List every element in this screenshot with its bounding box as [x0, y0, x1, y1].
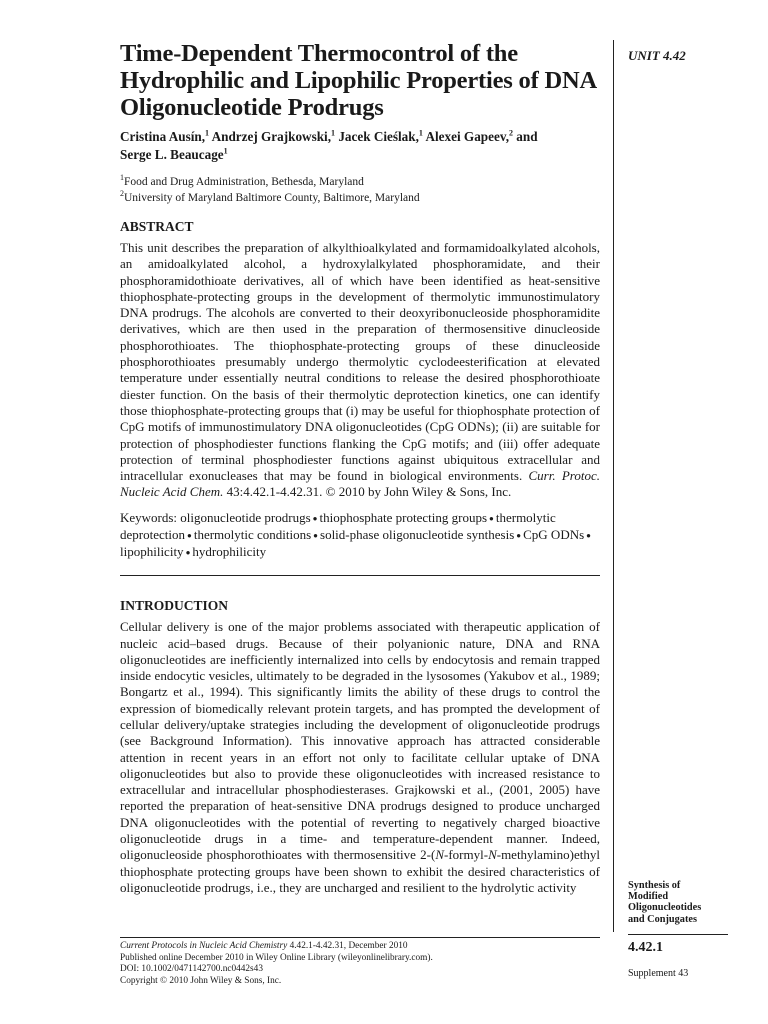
author-list: Cristina Ausín,$^1$ Andrzej Grajkowski,$^1$ Jacek Cieślak,$^1$ Alexei Gapeev,$^2$ and Serge L. Beaucage$^1$ — [120, 128, 538, 162]
section-title-line: Oligonucleotides — [628, 902, 702, 914]
bullet-icon: ● — [310, 513, 320, 523]
footer-published: Published online December 2010 in Wiley Online Library (wileyonlinelibrary.com). — [120, 952, 433, 963]
affiliation-text: Food and Drug Administration, Bethesda, Maryland — [124, 176, 364, 188]
affiliation-line — [120, 190, 600, 206]
keyword: thiophosphate protecting groups — [319, 509, 488, 525]
bullet-icon: ● — [311, 530, 321, 540]
affiliation-text: University of Maryland Baltimore County, Baltimore, Maryland — [124, 192, 420, 204]
introduction-heading: INTRODUCTION — [120, 598, 229, 614]
author-affil-marker: 2 — [509, 128, 513, 138]
footer-journal-line — [120, 941, 600, 953]
keyword: hydrophilicity — [192, 544, 267, 560]
bullet-icon: ● — [514, 530, 524, 540]
keyword: thermolytic conditions — [193, 526, 312, 542]
abstract-citation-journal: Curr. Protoc. Nucleic Acid Chem. — [120, 468, 601, 500]
keyword: oligonucleotide prodrugs — [180, 509, 311, 525]
keyword: solid-phase oligonucleotide synthesis — [320, 526, 515, 542]
bullet-icon: ● — [584, 530, 592, 540]
abstract-heading: ABSTRACT — [120, 219, 194, 234]
affiliations — [120, 174, 600, 206]
intro-italic-n1: N — [435, 847, 445, 863]
abstract-body — [120, 240, 600, 501]
keywords-list — [120, 510, 591, 559]
bullet-icon: ● — [184, 530, 194, 540]
bullet-icon: ● — [183, 547, 193, 557]
author-affil-marker: 1 — [205, 128, 210, 138]
section-title-line: and Conjugates — [628, 913, 697, 925]
supplement-label: Supplement 43 — [628, 968, 689, 979]
footer-journal: Current Protocols in Nucleic Acid Chemistry — [120, 941, 288, 951]
affiliation-marker: 1 — [120, 173, 124, 183]
footer-doi: DOI: 10.1002/0471142700.nc0442s43 — [120, 964, 263, 975]
keyword: lipophilicity — [120, 544, 184, 560]
author-affil-marker: 1 — [331, 128, 336, 138]
introduction-paragraph — [120, 619, 600, 896]
article-main — [120, 40, 600, 896]
section-title-line: Modified — [628, 891, 669, 903]
keywords-label: Keywords: — [120, 509, 178, 525]
abstract-citation-rest: 43:4.42.1-4.42.31. © 2010 by John Wiley & Sons, Inc. — [226, 484, 512, 500]
author-affil-marker: 1 — [418, 128, 423, 138]
affiliation-line — [120, 174, 600, 190]
footer-journal-rest: 4.42.1-4.42.31, December 2010 — [287, 941, 408, 951]
footer-divider — [120, 937, 600, 938]
page-number: 4.42.1 — [628, 940, 663, 955]
author-name: Jacek Cieślak, — [338, 129, 419, 144]
affiliation-marker: 2 — [120, 189, 124, 199]
author-name: Cristina Ausín, — [120, 129, 206, 144]
footer-copyright: Copyright © 2010 John Wiley & Sons, Inc. — [120, 975, 282, 986]
abstract-text: This unit describes the preparation of alkylthioalkylated and formamidoalkylated alcohols, an amidoalkylated alcohol, a hydroxylalkylated phosphoramidate, and their phosphoramidothioate derivatives, all of which have been identified as heat-sensitive thiophosphate-protecting groups in the development of thermolytic immunostimulatory DNA prodrugs. The alcohols are converted to their deoxyribonucleoside phosphoramidite derivatives, which are then used in the preparation of thermosensitive dinucleoside phosphorothioates. The thiophosphate-protecting groups of these dinucleoside phosphorothioates presumably undergo thermolytic cyclodeesterification at elevated temperature under essentially neutral conditions to release the desired phosphorothioate diester function. On the basis of their thermolytic deprotection kinetics, one can identify those thiophosphate-protecting groups that (i) may be useful for thiophosphate protection of CpG motifs of immunostimulatory DNA oligonucleotides (CpG ODNs); (ii) are suitable for protection of phosphodiester functions flanking the CpG motifs; and (iii) offer adequate protection of terminal phosphodiester functions against ubiquitous extracellular and intracellular exonucleases that may be found in biological environments. — [120, 240, 600, 484]
intro-italic-n2: N — [488, 847, 497, 863]
footer — [120, 941, 600, 987]
section-title-sidebar — [628, 880, 728, 925]
unit-label: UNIT 4.42 — [628, 48, 686, 63]
author-name: Alexei Gapeev, — [425, 129, 509, 144]
section-title-line: Synthesis of — [628, 880, 681, 891]
vertical-divider — [613, 40, 614, 932]
author-name: Serge L. Beaucage — [120, 147, 224, 162]
intro-text-1: Cellular delivery is one of the major problems associated with therapeutic application of nucleic acid–based drugs. Because of their polyanionic nature, DNA and RNA oligonucleotides are inefficiently internalized into cells by endocytosis and remain trapped inside endocytic vesicles, ultimately to be degraded in the lysosomes (Yakubov et al., 1989; Bongartz et al., 1994). This significantly limits the ability of these drugs to control the expression of biomedically relevant protein targets, and has prompted the development of cellular delivery/uptake strategies including the development of oligonucleotide prodrugs (see Background Information). This innovative approach has attracted considerable attention in recent years in an effort not only to facilitate cellular uptake of DNA oligonucleotides but also to provide these oligonucleotides with increased resistance to extracellular and intracellular phosphodiesterases. Grajkowski et al., (2001, 2005) have reported the preparation of heat-sensitive DNA prodrugs designed to produce uncharged DNA oligonucleotides with the potential of reverting to negatively charged bioactive oligonucleotide drugs in a time- and temperature-dependent manner. Indeed, oligonucleoside phosphorothioates with thermosensitive 2-( — [120, 619, 600, 863]
intro-text-3: -methylamino)ethyl thiophosphate protecting groups have been shown to exhibit the desired characteristics of oligonucleotide prodrugs, i.e., they are uncharged and resilient to the hydrolytic activity — [120, 847, 600, 895]
keyword: thermolytic deprotection — [120, 509, 556, 542]
sidebar-divider — [628, 934, 728, 935]
author-name: Andrzej Grajkowski, — [211, 129, 332, 144]
author-affil-marker: 1 — [223, 146, 228, 156]
intro-text-2: -formyl- — [444, 847, 489, 863]
section-divider — [120, 575, 600, 576]
keyword: CpG ODNs — [523, 526, 585, 542]
keywords — [120, 510, 600, 561]
article-title: Time-Dependent Thermocontrol of the Hydrophilic and Lipophilic Properties of DNA Oligonucleotide Prodrugs — [120, 40, 596, 121]
bullet-icon: ● — [487, 513, 496, 523]
